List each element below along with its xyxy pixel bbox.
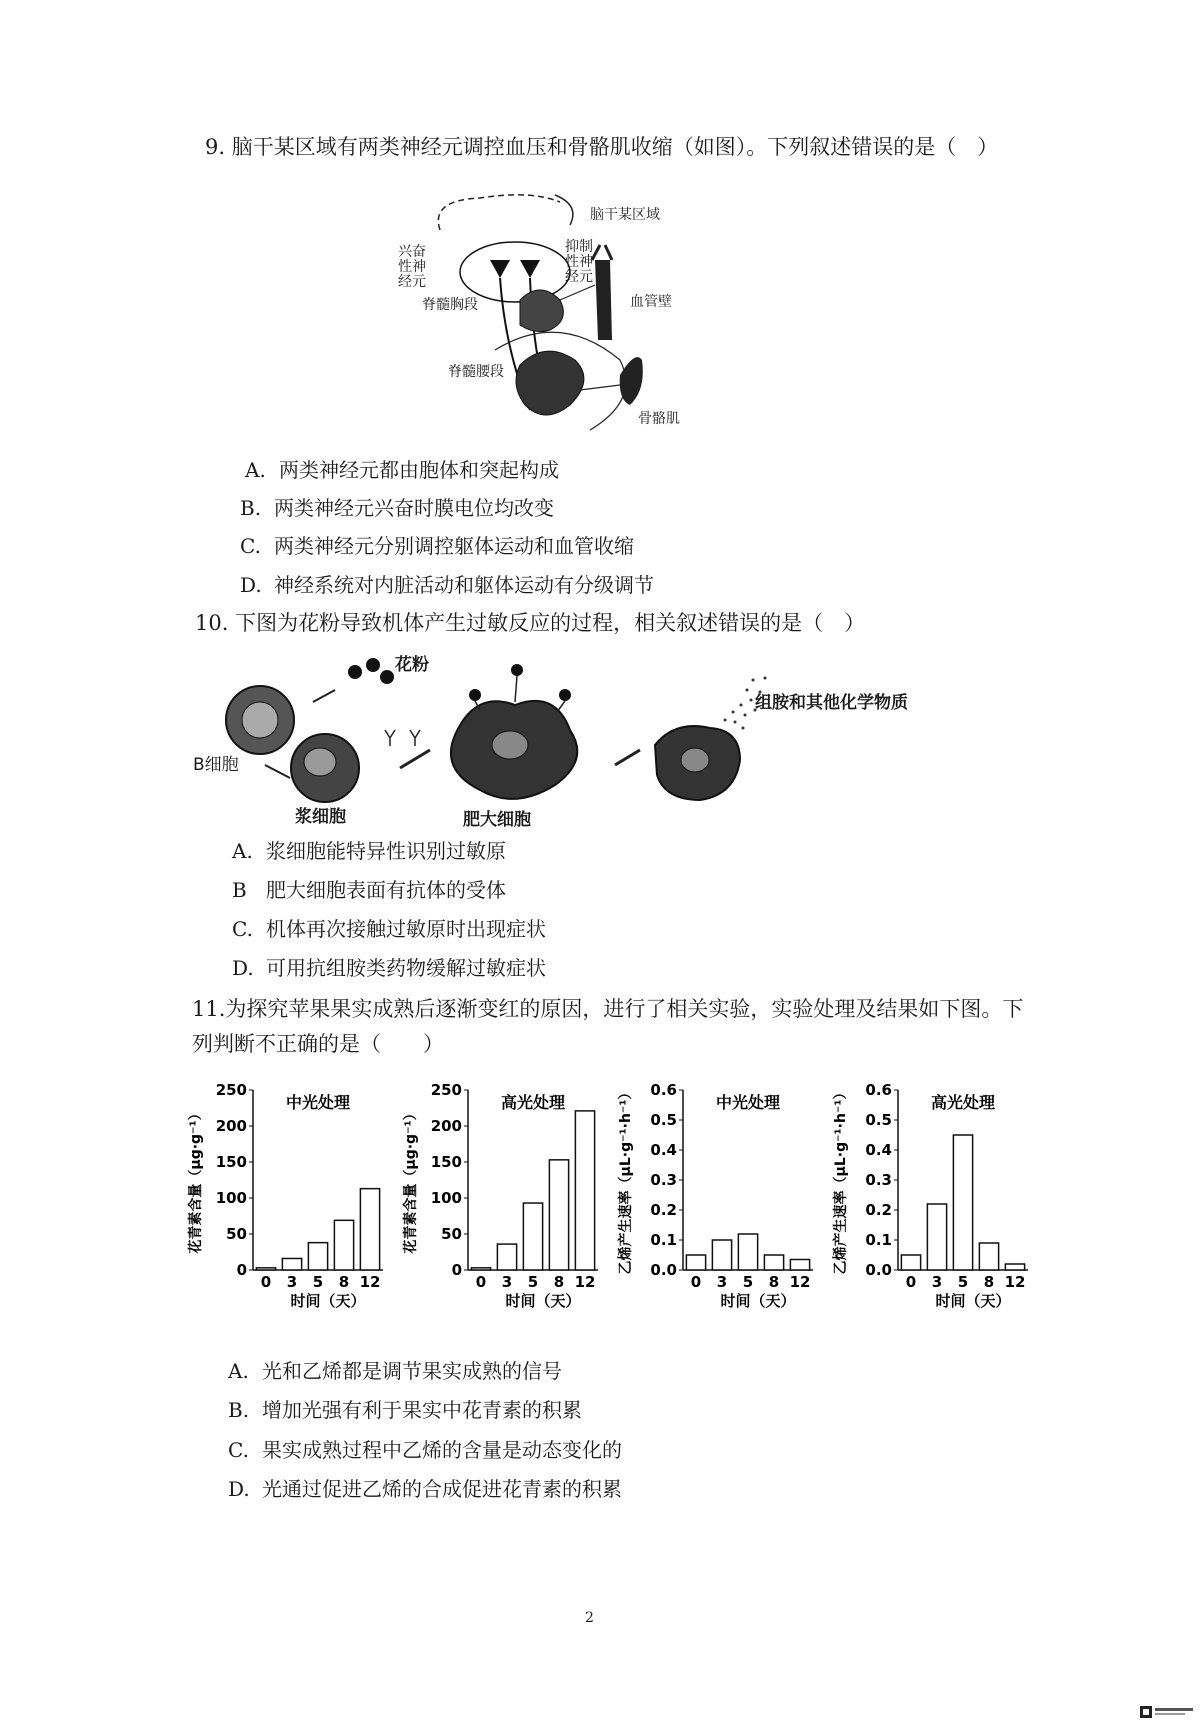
chart-3-bar-2 [953, 1135, 972, 1270]
q11-option-b[interactable]: B. 增加光强有利于果实中花青素的积累 [228, 1398, 582, 1422]
chart-0-xtick-label-4: 12 [359, 1273, 381, 1291]
chart-1-bar-3 [549, 1160, 568, 1270]
chart-2-ylabel: 乙烯产生速率（μL·g⁻¹·h⁻¹） [618, 1085, 634, 1275]
chart-3-ytick-label-2: 0.2 [865, 1201, 892, 1219]
q9-option-d[interactable]: D. 神经系统对内脏活动和躯体运动有分级调节 [240, 573, 654, 597]
chart-3-ytick-label-0: 0.0 [865, 1261, 892, 1279]
q11-charts [185, 1070, 1055, 1340]
chart-1-xtick-label-4: 12 [574, 1273, 596, 1291]
chart-1-xtick-label-0: 0 [475, 1273, 487, 1291]
q11-option-d[interactable]: D. 光通过促进乙烯的合成促进花青素的积累 [228, 1477, 622, 1501]
chart-0-xlabel: 时间（天） [290, 1292, 366, 1310]
chart-0-xtick-label-3: 8 [338, 1273, 350, 1291]
chart-3-bar-0 [901, 1255, 920, 1270]
chart-3-xtick-label-1: 3 [931, 1273, 943, 1291]
chart-0-bar-4 [360, 1189, 379, 1270]
chart-2-bar-3 [764, 1255, 783, 1270]
chart-3-ytick-label-6: 0.6 [865, 1081, 892, 1099]
chart-3-bar-4 [1005, 1264, 1024, 1270]
chart-1-xlabel: 时间（天） [505, 1292, 581, 1310]
chart-0-bar-0 [256, 1268, 275, 1270]
chart-3-xlabel: 时间（天） [935, 1292, 1011, 1310]
chart-1-ytick-label-5: 250 [430, 1081, 462, 1099]
chart-1-ytick-label-3: 150 [430, 1153, 462, 1171]
q11-stem-line1: 11.为探究苹果果实成熟后逐渐变红的原因，进行了相关实验，实验处理及结果如下图。下 [192, 997, 1024, 1021]
inhibitory-neuron-label: 抑制性神经元 [565, 239, 593, 285]
chart-2-xtick-label-2: 5 [742, 1273, 754, 1291]
q11-option-a[interactable]: A. 光和乙烯都是调节果实成熟的信号 [228, 1359, 562, 1383]
chart-1-bar-0 [471, 1268, 490, 1270]
chart-3-ytick-label-3: 0.3 [865, 1171, 892, 1189]
chart-3-bar-3 [979, 1243, 998, 1270]
chart-3-ytick-label-5: 0.5 [865, 1111, 892, 1129]
chart-2-bar-4 [790, 1260, 809, 1271]
brainstem-label: 脑干某区域 [590, 207, 660, 223]
q9-figure [398, 190, 710, 440]
chart-0-ytick-label-5: 250 [215, 1081, 247, 1099]
q10-option-a[interactable]: A. 浆细胞能特异性识别过敏原 [232, 839, 506, 863]
chart-1-ytick-label-4: 200 [430, 1117, 462, 1135]
chart-0-ytick-label-1: 50 [226, 1225, 247, 1243]
chart-0-bar-3 [334, 1220, 353, 1270]
chart-2-xtick-label-1: 3 [716, 1273, 728, 1291]
chart-0-ytick-label-3: 150 [215, 1153, 247, 1171]
chart-1-xtick-label-3: 8 [553, 1273, 565, 1291]
scanner-logo-icon [1140, 1705, 1196, 1719]
q9-stem: 9. 脑干某区域有两类神经元调控血压和骨骼肌收缩（如图）。下列叙述错误的是（ ） [205, 135, 999, 159]
chart-1-ytick-label-0: 0 [451, 1261, 462, 1279]
histamine-label: 组胺和其他化学物质 [755, 693, 908, 713]
chart-2-xtick-label-4: 12 [789, 1273, 811, 1291]
chart-2-xtick-label-3: 8 [768, 1273, 780, 1291]
chart-0-bar-2 [308, 1243, 327, 1270]
chart-2-bar-2 [738, 1234, 757, 1270]
q9-option-b[interactable]: B. 两类神经元兴奋时膜电位均改变 [240, 496, 554, 520]
mast-cell-label: 肥大细胞 [463, 810, 531, 830]
q11-option-c[interactable]: C. 果实成熟过程中乙烯的含量是动态变化的 [228, 1438, 622, 1462]
chart-1-xtick-label-1: 3 [501, 1273, 513, 1291]
chart-2-ytick-label-6: 0.6 [650, 1081, 677, 1099]
chart-2-ytick-label-2: 0.2 [650, 1201, 677, 1219]
page-number: 2 [585, 1610, 594, 1626]
chart-3-xtick-label-2: 5 [957, 1273, 969, 1291]
chart-2-ytick-label-4: 0.4 [650, 1141, 677, 1159]
chart-0-xtick-label-2: 5 [312, 1273, 324, 1291]
chart-1-bar-1 [497, 1244, 516, 1270]
chart-0-bar-1 [282, 1258, 301, 1270]
chart-1-title: 高光处理 [500, 1093, 566, 1112]
chart-0-ylabel: 花青素含量（μg·g⁻¹） [188, 1106, 204, 1254]
chart-1-bar-4 [575, 1111, 594, 1270]
chart-1-ytick-label-2: 100 [430, 1189, 462, 1207]
q10-option-b[interactable]: B 肥大细胞表面有抗体的受体 [232, 878, 506, 902]
q10-option-c[interactable]: C. 机体再次接触过敏原时出现症状 [232, 917, 546, 941]
chart-0-xtick-label-1: 3 [286, 1273, 298, 1291]
chart-3-xtick-label-3: 8 [983, 1273, 995, 1291]
chart-3-ytick-label-4: 0.4 [865, 1141, 892, 1159]
skeletal-muscle-label: 骨骼肌 [638, 411, 680, 427]
chart-3-xtick-label-0: 0 [905, 1273, 917, 1291]
chart-3-ylabel: 乙烯产生速率（μL·g⁻¹·h⁻¹） [833, 1085, 849, 1275]
chart-2-bar-1 [712, 1240, 731, 1270]
thoracic-spine-label: 脊髓胸段 [422, 297, 478, 313]
chart-3-ytick-label-1: 0.1 [865, 1231, 892, 1249]
chart-2-xlabel: 时间（天） [720, 1292, 796, 1310]
chart-3-bar-1 [927, 1204, 946, 1270]
q10-stem: 10. 下图为花粉导致机体产生过敏反应的过程，相关叙述错误的是（ ） [195, 611, 866, 635]
chart-0-xtick-label-0: 0 [260, 1273, 272, 1291]
q11-chart-area [185, 1070, 1055, 1340]
chart-2-ytick-label-3: 0.3 [650, 1171, 677, 1189]
pollen-label: 花粉 [395, 655, 429, 675]
lumbar-spine-label: 脊髓腰段 [448, 364, 504, 380]
q9-option-c[interactable]: C. 两类神经元分别调控躯体运动和血管收缩 [240, 534, 634, 558]
chart-1-xtick-label-2: 5 [527, 1273, 539, 1291]
q11-stem-line2: 列判断不正确的是（ ） [192, 1032, 444, 1056]
chart-2-ytick-label-1: 0.1 [650, 1231, 677, 1249]
q9-option-a[interactable]: A. 两类神经元都由胞体和突起构成 [245, 458, 559, 482]
chart-0-ytick-label-4: 200 [215, 1117, 247, 1135]
b-cell-label: B细胞 [193, 755, 239, 775]
chart-0-ytick-label-2: 100 [215, 1189, 247, 1207]
chart-2-title: 中光处理 [715, 1093, 781, 1112]
chart-1-ylabel: 花青素含量（μg·g⁻¹） [403, 1106, 419, 1254]
nervous-system-diagram [420, 190, 710, 440]
chart-3-xtick-label-4: 12 [1004, 1273, 1026, 1291]
chart-0-title: 中光处理 [285, 1093, 351, 1112]
plasma-cell-label: 浆细胞 [295, 807, 346, 827]
vessel-wall-label: 血管壁 [630, 294, 672, 310]
q10-option-d[interactable]: D. 可用抗组胺类药物缓解过敏症状 [232, 956, 546, 980]
chart-1-ytick-label-1: 50 [441, 1225, 462, 1243]
q10-figure [195, 650, 955, 830]
chart-1-bar-2 [523, 1203, 542, 1270]
chart-2-bar-0 [686, 1255, 705, 1270]
chart-3-title: 高光处理 [930, 1093, 996, 1112]
excitatory-neuron-label: 兴奋性神经元 [398, 244, 426, 290]
chart-2-ytick-label-5: 0.5 [650, 1111, 677, 1129]
chart-0-ytick-label-0: 0 [236, 1261, 247, 1279]
chart-2-xtick-label-0: 0 [690, 1273, 702, 1291]
chart-2-ytick-label-0: 0.0 [650, 1261, 677, 1279]
